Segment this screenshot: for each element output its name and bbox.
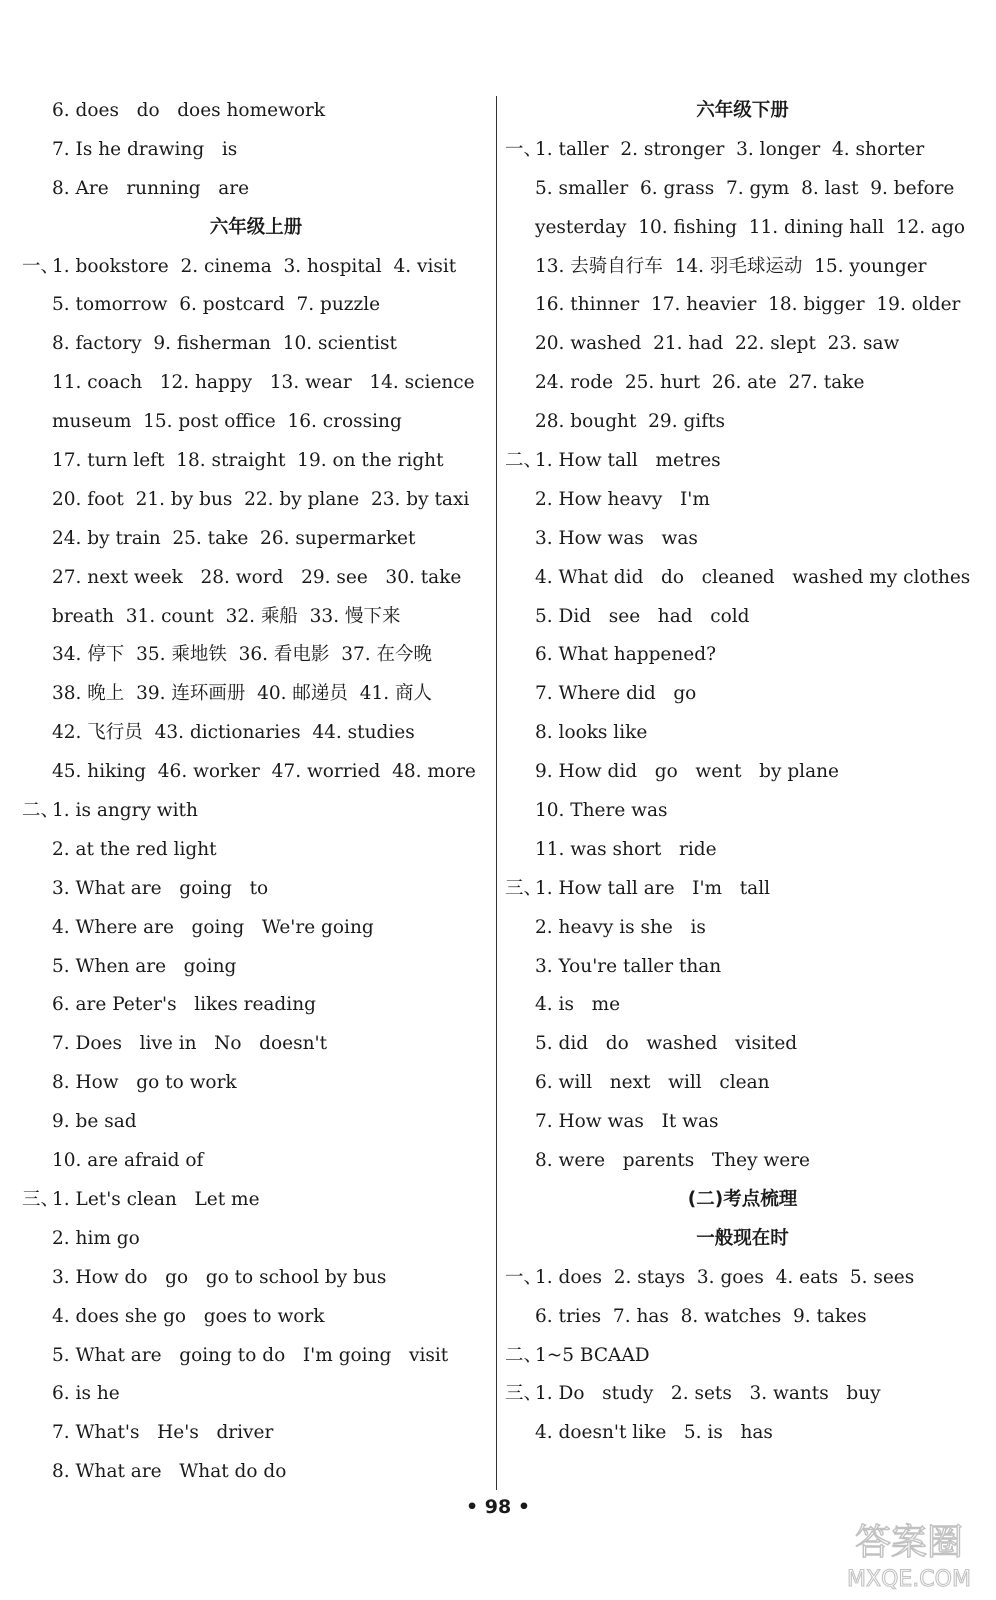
- section-marker: 三、: [505, 1383, 543, 1405]
- answer-line: 5. did do washed visited: [535, 1033, 798, 1055]
- answer-line: 9. How did go went by plane: [535, 761, 839, 783]
- answer-line: 16. thinner 17. heavier 18. bigger 19. older: [535, 294, 961, 316]
- answer-line: 38. 晚上 39. 连环画册 40. 邮递员 41. 商人: [52, 683, 432, 705]
- left-column: [22, 92, 490, 1492]
- answer-text: 1. Do study 2. sets 3. wants buy: [535, 1383, 881, 1405]
- answer-line: 20. washed 21. had 22. slept 23. saw: [535, 333, 900, 355]
- answer-line: museum 15. post office 16. crossing: [52, 411, 402, 433]
- section-heading: 六年级上册: [209, 216, 303, 238]
- answer-line: 24. rode 25. hurt 26. ate 27. take: [535, 372, 865, 394]
- section-marker: 二、: [505, 1344, 543, 1366]
- answer-line: 4. does she go goes to work: [52, 1305, 325, 1327]
- answer-line: 10. There was: [535, 800, 668, 822]
- answer-line: 24. by train 25. take 26. supermarket: [52, 527, 416, 549]
- answer-line: 4. is me: [535, 994, 621, 1016]
- section-heading: 六年级下册: [696, 100, 789, 121]
- answer-line: 45. hiking 46. worker 47. worried 48. more: [52, 761, 476, 783]
- answer-line: [505, 442, 980, 481]
- answer-text: 1. bookstore 2. cinema 3. hospital 4. visit: [52, 255, 457, 277]
- section-marker: 二、: [505, 450, 543, 472]
- answer-line: [22, 1181, 490, 1220]
- answer-line: 4. Where are going We're going: [52, 916, 374, 938]
- answer-line: 3. How do go go to school by bus: [52, 1266, 387, 1288]
- answer-line: [505, 1259, 980, 1298]
- answer-line: 3. What are going to: [52, 877, 269, 899]
- answer-text: 1. How tall are I'm tall: [535, 877, 771, 899]
- answer-line: 3. How was was: [535, 527, 698, 549]
- answer-line: 6. are Peter's likes reading: [52, 994, 316, 1016]
- answer-line: 5. tomorrow 6. postcard 7. puzzle: [52, 294, 381, 316]
- answer-line: [505, 131, 980, 170]
- answer-line: [22, 792, 490, 831]
- answer-line: [505, 870, 980, 909]
- answer-line: 5. When are going: [52, 955, 237, 977]
- section-marker: 一、: [22, 255, 60, 277]
- answer-line: [22, 248, 490, 287]
- answer-line: 4. doesn't like 5. is has: [535, 1422, 773, 1444]
- answer-line: [505, 1337, 980, 1376]
- answer-line: 7. What's He's driver: [52, 1422, 274, 1444]
- answer-line: 6. does do does homework: [52, 100, 326, 121]
- answer-line: 7. Where did go: [535, 683, 697, 705]
- answer-line: 28. bought 29. gifts: [535, 411, 725, 433]
- answer-line: 2. How heavy I'm: [535, 488, 710, 510]
- answer-line: 3. You're taller than: [535, 955, 722, 977]
- answer-line: 5. smaller 6. grass 7. gym 8. last 9. before: [535, 177, 955, 199]
- answer-text: 1. is angry with: [52, 800, 198, 822]
- answer-line: 8. How go to work: [52, 1072, 237, 1094]
- answer-text: 1. How tall metres: [535, 450, 721, 472]
- answer-line: 7. Does live in No doesn't: [52, 1033, 327, 1055]
- column-divider: [496, 96, 497, 1490]
- answer-line: 11. was short ride: [535, 838, 717, 860]
- section-marker: 二、: [22, 800, 60, 822]
- answer-line: 7. Is he drawing is: [52, 138, 238, 160]
- answer-line: 6. is he: [52, 1383, 120, 1405]
- answer-line: 42. 飞行员 43. dictionaries 44. studies: [52, 722, 415, 744]
- answer-line: 6. What happened?: [535, 644, 717, 666]
- section-marker: 一、: [505, 1266, 543, 1288]
- watermark-text: 答案圈: [854, 1522, 964, 1563]
- answer-line: 8. factory 9. fisherman 10. scientist: [52, 333, 397, 355]
- section-heading: (二)考点梳理: [687, 1188, 798, 1210]
- answer-line: 8. Are running are: [52, 177, 250, 199]
- answer-line: 27. next week 28. word 29. see 30. take: [52, 566, 462, 588]
- answer-text: 1~5 BCAAD: [535, 1344, 650, 1366]
- answer-line: 8. What are What do do: [52, 1461, 287, 1483]
- answer-line: 8. were parents They were: [535, 1150, 811, 1172]
- answer-line: 2. at the red light: [52, 838, 217, 860]
- watermark-logo: [836, 1510, 982, 1594]
- answer-line: 6. tries 7. has 8. watches 9. takes: [535, 1305, 867, 1327]
- answer-line: 5. What are going to do I'm going visit: [52, 1344, 449, 1366]
- answer-line: 9. be sad: [52, 1111, 137, 1133]
- page-number: • 98 •: [466, 1496, 530, 1518]
- answer-line: 11. coach 12. happy 13. wear 14. science: [52, 372, 475, 394]
- answer-line: 6. will next will clean: [535, 1072, 770, 1094]
- section-marker: 三、: [505, 877, 543, 899]
- answer-line: 10. are afraid of: [52, 1150, 204, 1172]
- answer-line: 20. foot 21. by bus 22. by plane 23. by taxi: [52, 488, 470, 510]
- watermark-sub: MXQE.COM: [847, 1567, 971, 1592]
- answer-line: 7. How was It was: [535, 1111, 719, 1133]
- answer-line: 4. What did do cleaned washed my clothes: [535, 566, 971, 588]
- answer-text: 1. Let's clean Let me: [52, 1188, 260, 1210]
- answer-line: 34. 停下 35. 乘地铁 36. 看电影 37. 在今晚: [52, 644, 432, 666]
- answer-text: 1. does 2. stays 3. goes 4. eats 5. sees: [535, 1266, 915, 1288]
- section-marker: 一、: [505, 138, 543, 160]
- section-heading: 一般现在时: [696, 1227, 789, 1249]
- answer-text: 1. taller 2. stronger 3. longer 4. shorter: [535, 138, 925, 160]
- answer-line: 2. heavy is she is: [535, 916, 706, 938]
- answer-line: 2. him go: [52, 1227, 140, 1249]
- answer-line: [505, 1375, 980, 1414]
- answer-line: yesterday 10. fishing 11. dining hall 12. ago: [535, 216, 966, 238]
- answer-line: 8. looks like: [535, 722, 648, 744]
- right-column: [505, 92, 980, 1453]
- section-marker: 三、: [22, 1188, 60, 1210]
- answer-line: 13. 去骑自行车 14. 羽毛球运动 15. younger: [535, 255, 927, 277]
- answer-line: 5. Did see had cold: [535, 605, 750, 627]
- answer-line: 17. turn left 18. straight 19. on the right: [52, 450, 444, 472]
- answer-line: breath 31. count 32. 乘船 33. 慢下来: [52, 605, 401, 627]
